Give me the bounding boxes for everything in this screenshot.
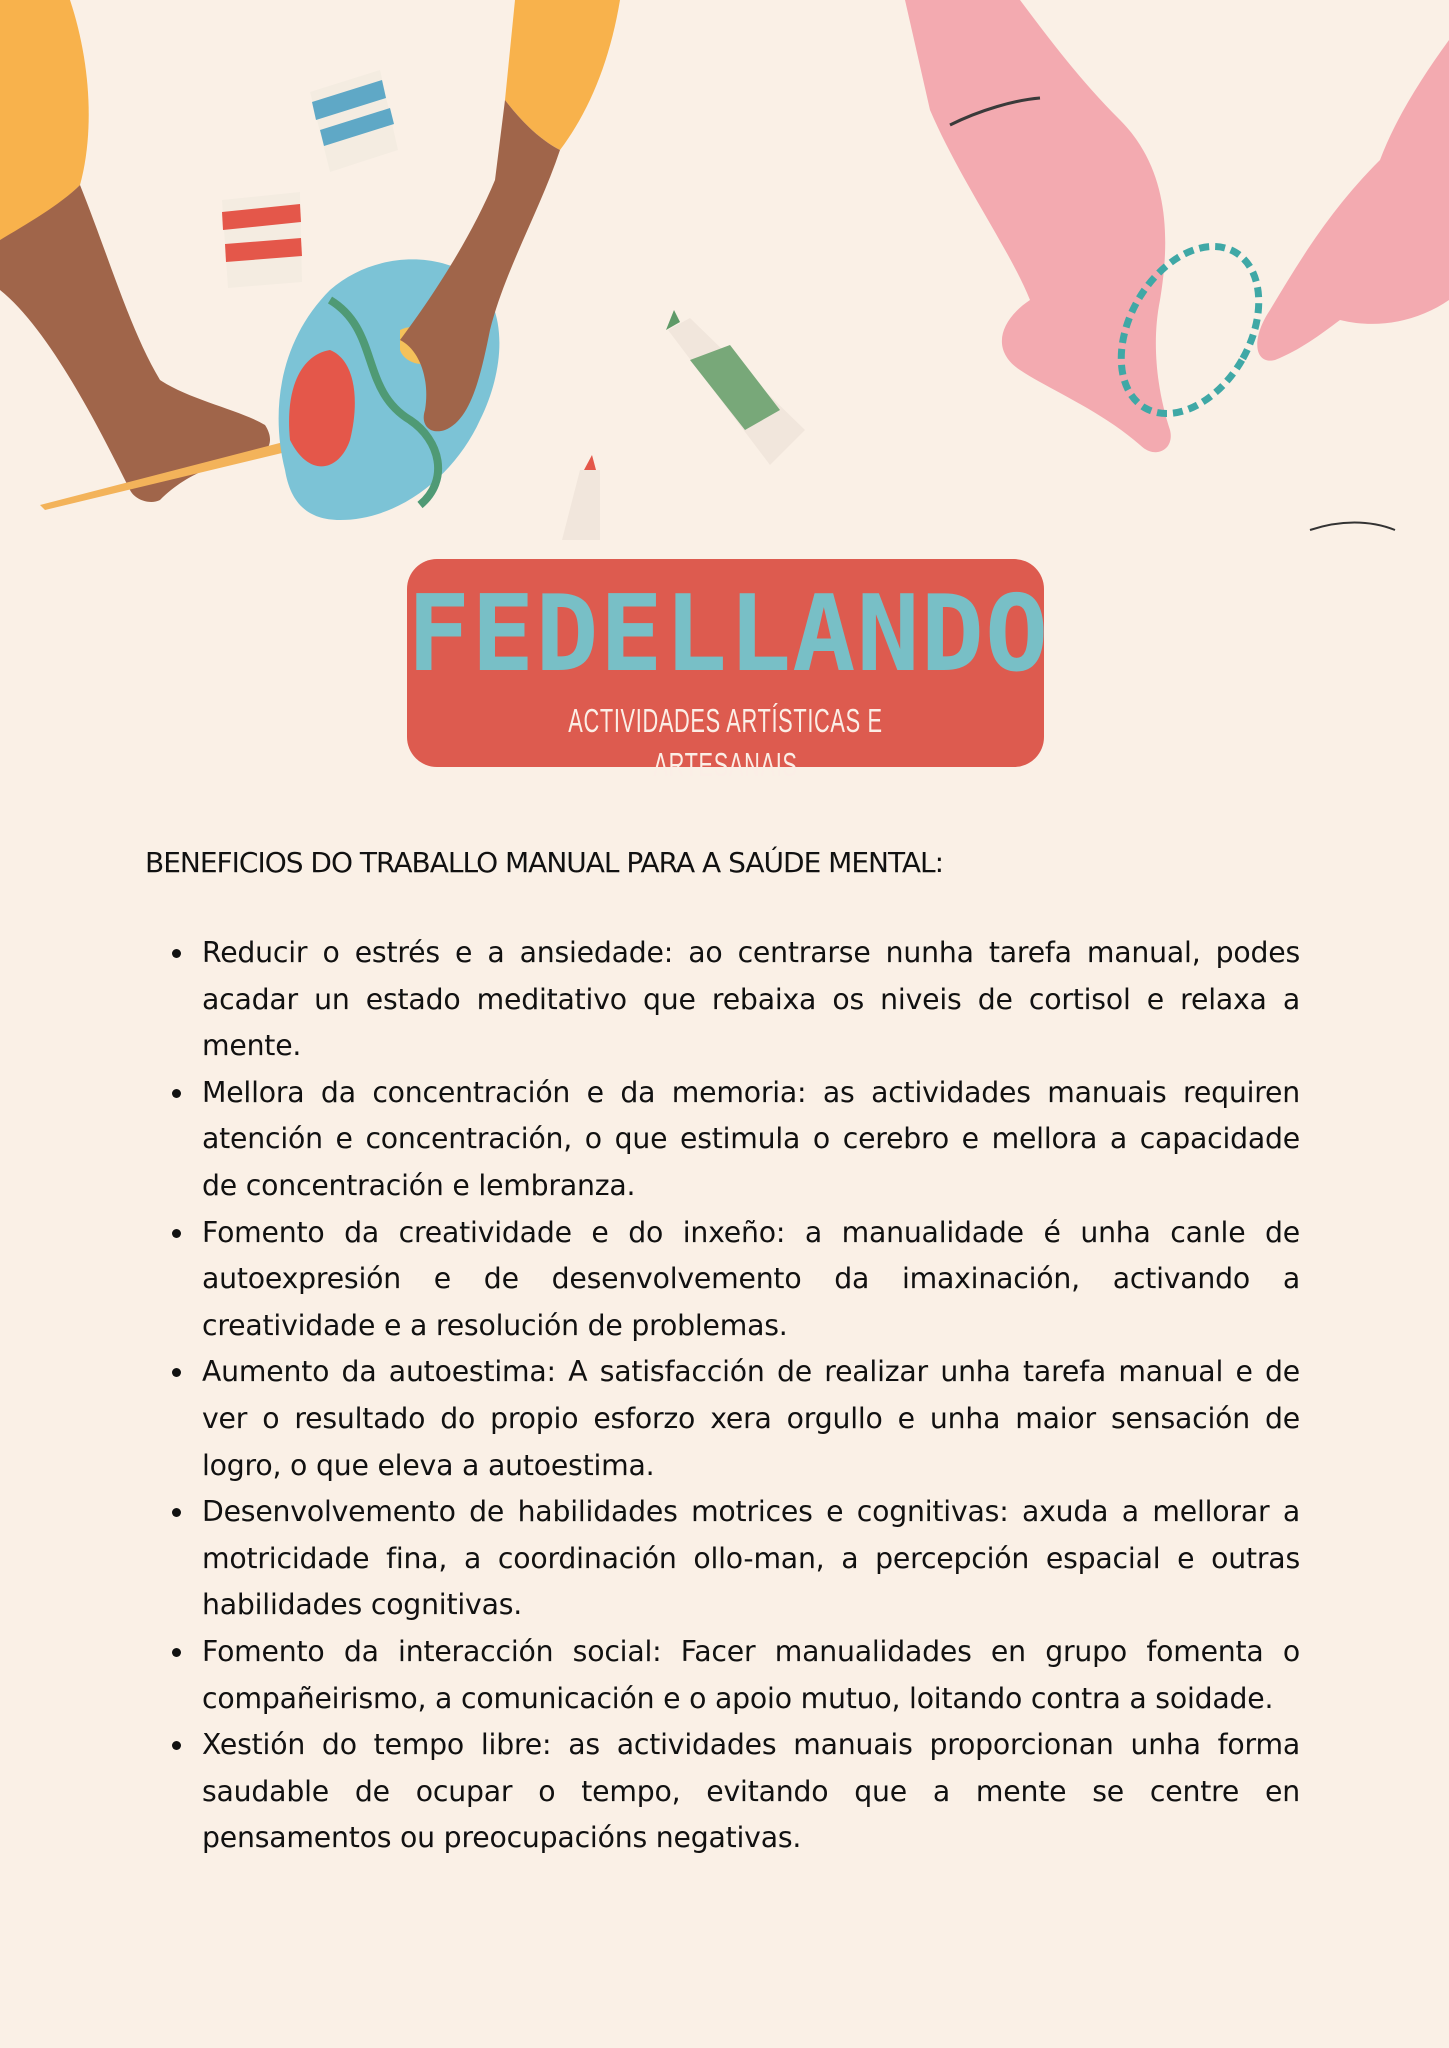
section-heading: BENEFICIOS DO TRABALLO MANUAL PARA A SAÚDE MENTAL: (145, 846, 944, 879)
decor-line (1310, 523, 1395, 531)
logo-title: FEDELLANDO (407, 573, 1050, 695)
logo-subtitle: ACTIVIDADES ARTÍSTICAS E ARTESANAIS (568, 702, 883, 783)
paint-pot-red (222, 192, 302, 288)
list-item: Xestión do tempo libre: as actividades manuais proporcionan unha forma saudable de ocupar o tempo, evitando que a mente se centre en pensamentos ou preocupacións negativas. (166, 1722, 1300, 1862)
list-item: Fomento da creatividade e do inxeño: a manualidade é unha canle de autoexpresión e de desenvolvemento da imaxinación, activando a creatividade e a resolución de problemas. (166, 1210, 1300, 1350)
list-item: Reducir o estrés e a ansiedade: ao centrarse nunha tarefa manual, podes acadar un estado meditativo que rebaixa os niveis de cortisol e relaxa a mente. (166, 930, 1300, 1070)
hero-illustration (0, 0, 1449, 540)
benefits-list (166, 930, 1300, 1862)
list-item: Fomento da interacción social: Facer manualidades en grupo fomenta o compañeirismo, a comunicación e o apoio mutuo, loitando contra a soidade. (166, 1629, 1300, 1722)
crayon (562, 455, 600, 540)
list-item: Aumento da autoestima: A satisfacción de realizar unha tarefa manual e de ver o resultado do propio esforzo xera orgullo e unha maior sensación de logro, o que eleva a autoestima. (166, 1349, 1300, 1489)
paint-pot-blue (310, 70, 398, 172)
list-item: Desenvolvemento de habilidades motrices e cognitivas: axuda a mellorar a motricidade fina, a coordinación ollo-man, a percepción espacial e outras habilidades cognitivas. (166, 1489, 1300, 1629)
paint-tube (666, 310, 805, 465)
far-right-hand (1257, 40, 1449, 361)
list-item: Mellora da concentración e da memoria: as actividades manuais requiren atención e concentración, o que estimula o cerebro e mellora a capacidade de concentración e lembranza. (166, 1070, 1300, 1210)
logo-banner (407, 559, 1050, 783)
right-arm-hand (905, 0, 1171, 452)
